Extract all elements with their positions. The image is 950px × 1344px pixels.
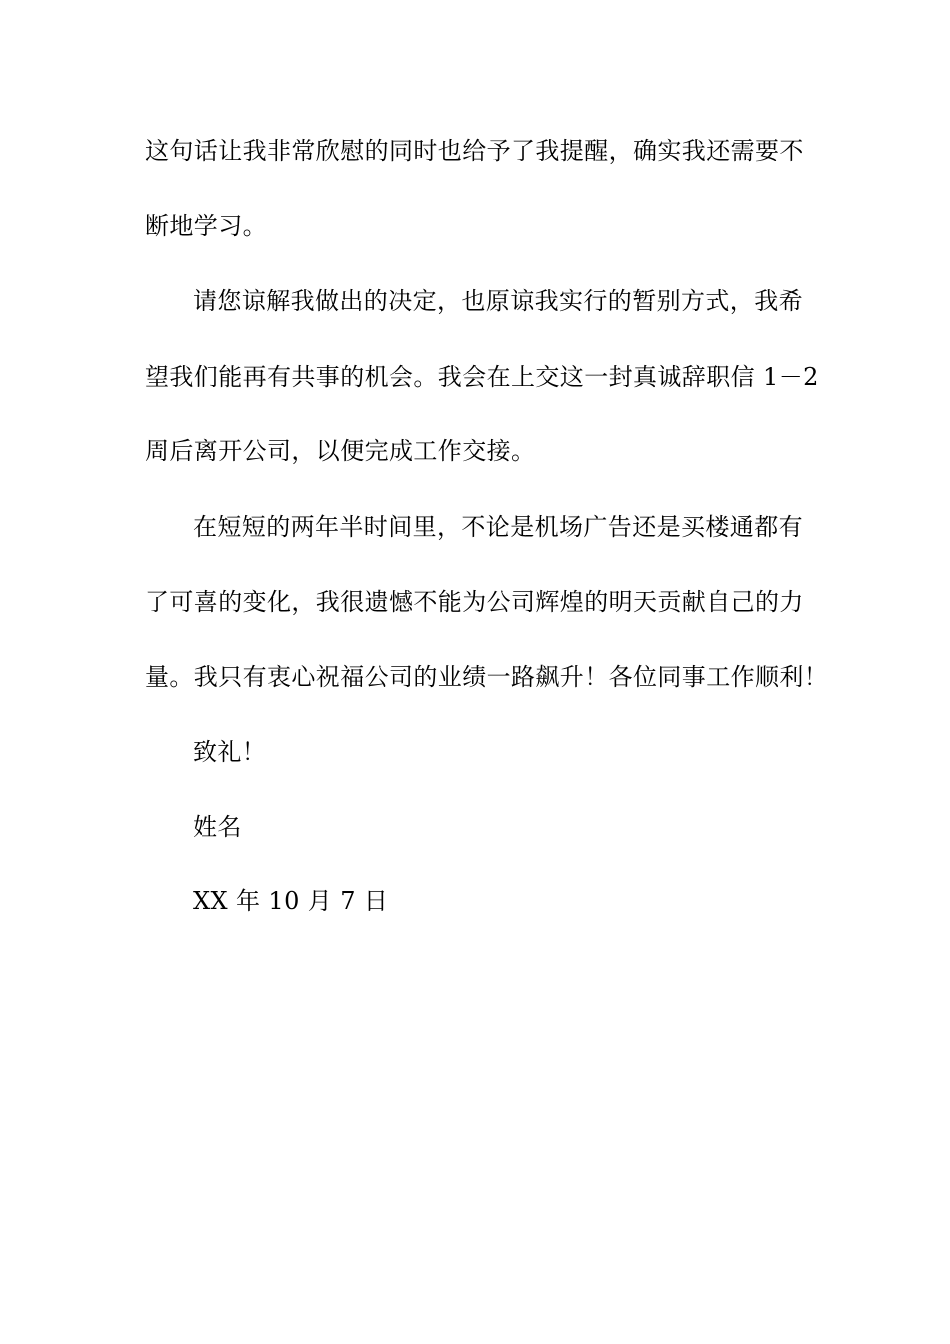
signature-date: XX 年 10 月 7 日 (193, 887, 389, 915)
paragraph-1-line-1: 这句话让我非常欣慰的同时也给予了我提醒，确实我还需要不 (145, 137, 804, 165)
paragraph-2-line-2: 望我们能再有共事的机会。我会在上交这一封真诚辞职信 1－2 (145, 363, 819, 391)
signature-name: 姓名 (193, 813, 242, 841)
paragraph-1-line-2: 断地学习。 (145, 212, 267, 240)
paragraph-3-line-3: 量。我只有衷心祝福公司的业绩一路飙升！各位同事工作顺利！ (145, 663, 829, 691)
paragraph-2-line-1: 请您谅解我做出的决定，也原谅我实行的暂别方式，我希 (193, 287, 803, 315)
paragraph-3-line-1: 在短短的两年半时间里，不论是机场广告还是买楼通都有 (193, 513, 803, 541)
closing-salutation: 致礼！ (193, 738, 267, 766)
paragraph-2-line-3: 周后离开公司，以便完成工作交接。 (145, 437, 536, 465)
paragraph-3-line-2: 了可喜的变化，我很遗憾不能为公司辉煌的明天贡献自己的力 (145, 588, 804, 616)
